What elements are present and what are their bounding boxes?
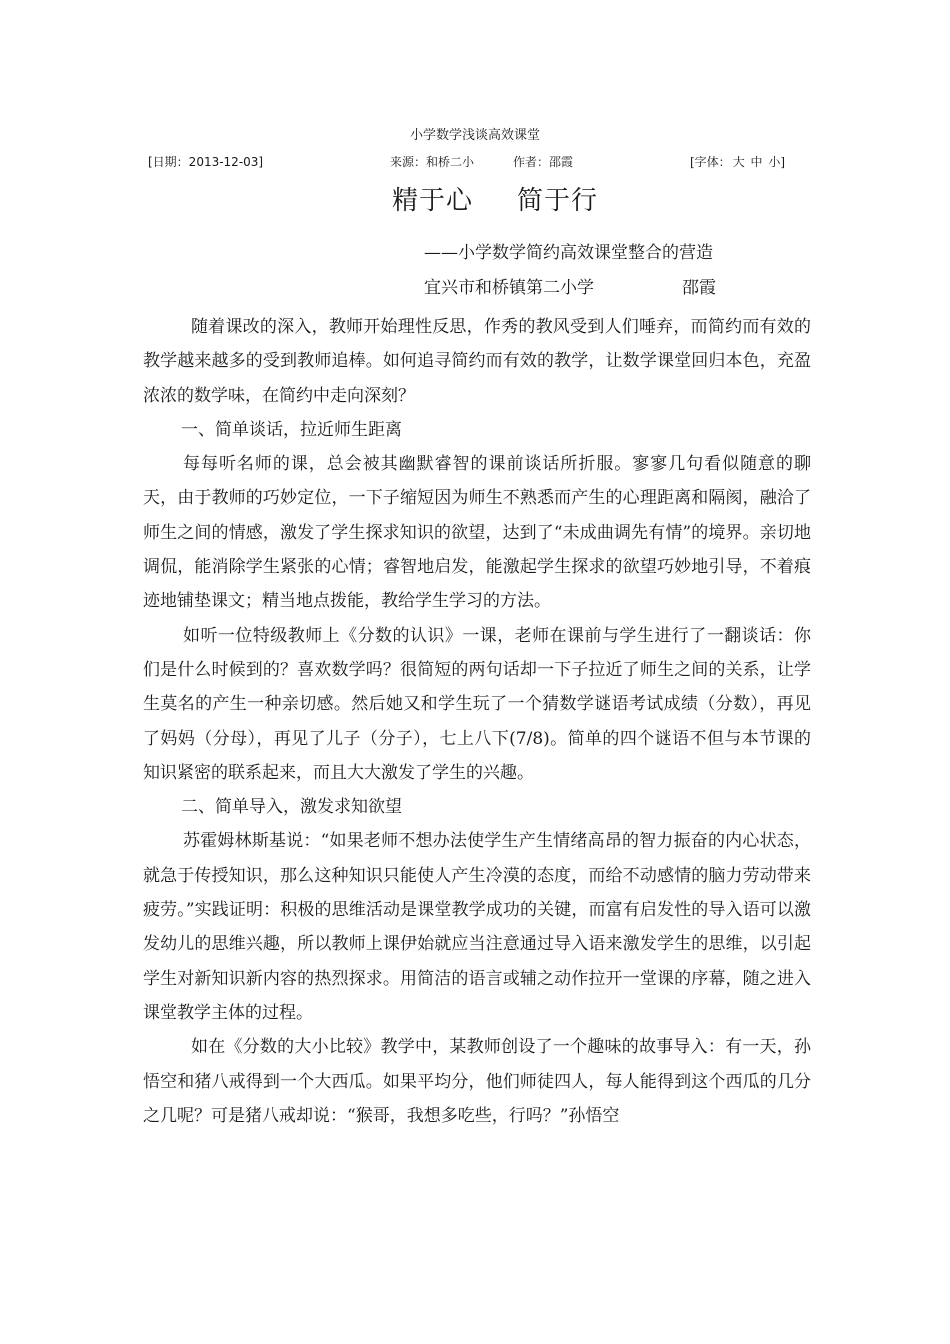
- font-size-label: [字体：: [690, 155, 731, 169]
- font-size-large-link[interactable]: 大: [732, 155, 745, 169]
- section-heading: 一、简单谈话，拉近师生距离: [181, 419, 402, 440]
- font-size-selector: [690, 153, 785, 171]
- paragraph: 如在《分数的大小比较》教学中，某教师创设了一个趣味的故事导入：有一天，孙悟空和猪八戒得到一个大西瓜。如果平均分，他们师徒四人，每人能得到这个西瓜的几分之几呢？可是猪八戒却说：“猴哥，我想多吃些，行吗？”孙悟空: [143, 1037, 811, 1126]
- font-size-medium-link[interactable]: 中: [750, 155, 763, 169]
- article-title: [0, 181, 950, 221]
- paragraph: 苏霍姆林斯基说：“如果老师不想办法使学生产生情绪高昂的智力振奋的内心状态，就急于传授知识，那么这种知识只能使人产生冷漠的态度，而给不动感情的脑力劳动带来疲劳。”实践证明：积极的思维活动是课堂教学成功的关键，而富有启发性的导入语可以激发幼儿的思维兴趣，所以教师上课伊始就应当注意通过导入语来激发学生的思维，以引起学生对新知识新内容的热烈探求。用简洁的语言或辅之动作拉开一堂课的序幕，随之进入课堂教学主体的过程。: [143, 831, 811, 1023]
- paragraph: 如听一位特级教师上《分数的认识》一课，老师在课前与学生进行了一翻谈话：你们是什么时候到的？喜欢数学吗？很简短的两句话却一下子拉近了师生之间的关系，让学生莫名的产生一种亲切感。然后她又和学生玩了一个猜数学谜语考试成绩（分数），再见了妈妈（分母），再见了儿子（分子），七上八下(7/8)。简单的四个谜语不但与本节课的知识紧密的联系起来，而且大大激发了学生的兴趣。: [143, 625, 811, 783]
- font-size-small-link[interactable]: 小]: [768, 155, 786, 169]
- article-subtitle: ——小学数学简约高效课堂整合的营造: [424, 243, 713, 263]
- paragraph: 随着课改的深入，教师开始理性反思，作秀的教风受到人们唾弃，而简约而有效的教学越来越多的受到教师追棒。如何追寻简约而有效的教学，让数学课堂回归本色，充盈浓浓的数学味，在简约中走向深刻？: [143, 317, 811, 406]
- school-name: 宜兴市和桥镇第二小学: [424, 278, 594, 298]
- article-title-part1: 精于心: [391, 186, 473, 216]
- paragraph: 每每听名师的课，总会被其幽默睿智的课前谈话所折服。寥寥几句看似随意的聊天，由于教师的巧妙定位，一下子缩短因为师生不熟悉而产生的心理距离和隔阂，融洽了师生之间的情感，激发了学生探求知识的欲望，达到了“未成曲调先有情”的境界。亲切地调侃，能消除学生紧张的心情；睿智地启发，能激起学生探求的欲望巧妙地引导，不着痕迹地铺垫课文；精当地点拨能，教给学生学习的方法。: [143, 454, 811, 612]
- article-byline: [424, 275, 744, 301]
- meta-row: [0, 153, 950, 171]
- publish-date: [日期：2013-12-03]: [148, 155, 264, 169]
- header-title: 小学数学浅谈高效课堂: [409, 128, 540, 143]
- article-author: 邵霞: [682, 278, 716, 298]
- article-title-part2: 简于行: [517, 186, 599, 216]
- section-heading: 二、简单导入，激发求知欲望: [181, 797, 402, 818]
- author-label: 作者：邵霞: [513, 155, 574, 169]
- source-label: 来源：和桥二小: [390, 155, 475, 169]
- article-body: [143, 310, 811, 1133]
